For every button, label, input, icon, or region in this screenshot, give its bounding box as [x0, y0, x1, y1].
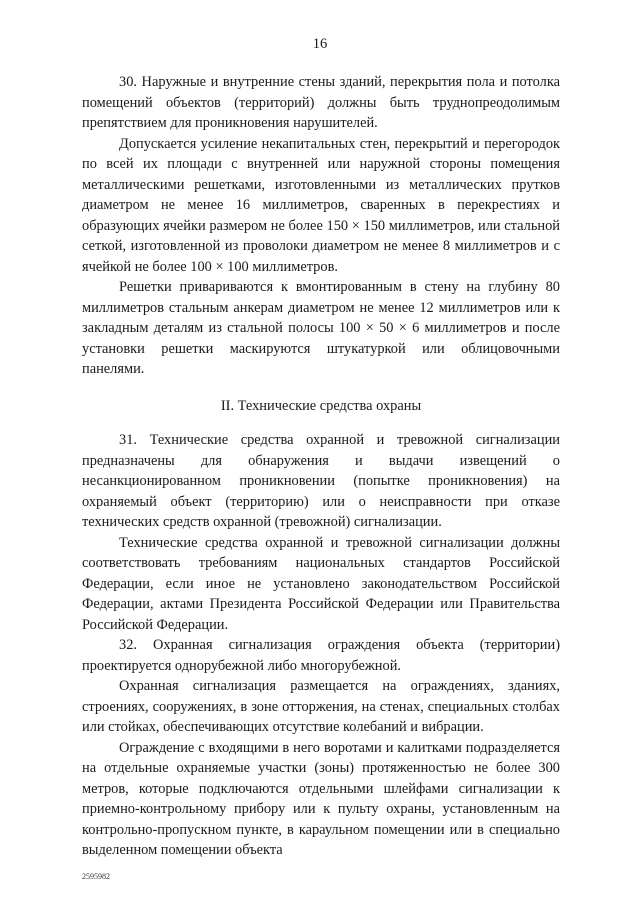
paragraph-grilles: Решетки привариваются к вмонтированным в стену на глубину 80 миллиметров стальным анкерам диаметром не менее 12 миллиметров или к закладным деталям из стальной полосы 100 × 50 × 6 миллиметров и после установки решетки маскируются штукатуркой или облицовочными панелями. — [82, 279, 560, 377]
document-body — [82, 72, 560, 861]
section-heading: II. Технические средства охраны — [220, 397, 422, 414]
paragraph-30: 30. Наружные и внутренние стены зданий, перекрытия пола и потолка помещений объектов (территорий) должны быть труднопреодолимым препятствием для проникновения нарушителей. — [82, 74, 560, 131]
paragraph-31: 31. Технические средства охранной и тревожной сигнализации предназначены для обнаружения и выдачи извещений о несанкционированном проникновении (попытке проникновения) на охраняемый объект (территорию) или о неисправности при отказе технических средств охранной (тревожной) сигнализации. — [82, 432, 560, 530]
paragraph-reinforcement: Допускается усиление некапитальных стен, перекрытий и перегородок по всей их площади с внутренней или наружной стороны помещения металлическими решетками, изготовленными из металлических прутков диаметром не менее 16 миллиметров, сваренных в перекрестиях и образующих ячейки размером не более 150 × 150 миллиметров, или стальной сеткой, изготовленной из проволоки диаметром не менее 8 миллиметров и с ячейкой не более 100 × 100 миллиметров. — [82, 135, 560, 275]
page-number: 16 — [312, 36, 328, 52]
paragraph-standards: Технические средства охранной и тревожной сигнализации должны соответствовать требованиям национальных стандартов Российской Федерации, если иное не установлено законодательством Российской Федерации, актами Президента Российской Федерации или Правительства Российской Федерации. — [82, 534, 560, 633]
paragraph-fence-zones: Ограждение с входящими в него воротами и калитками подразделяется на отдельные охраняемые участки (зоны) протяженностью не более 300 метров, которые подключаются отдельными шлейфами сигнализации к приемно-контрольному прибору или к пульту охраны, установленным на контрольно-пропускном пункте, в караульном помещении или в специально выделенном помещении объекта — [82, 739, 560, 858]
paragraph-placement: Охранная сигнализация размещается на ограждениях, зданиях, строениях, сооружениях, в зоне отторжения, на стенах, специальных столбах или стойках, обеспечивающих отсутствие колебаний и вибрации. — [82, 678, 560, 735]
paragraph-32: 32. Охранная сигнализация ограждения объекта (территории) проектируется однорубежной либо многорубежной. — [82, 637, 560, 674]
document-id: 2595982 — [82, 872, 110, 881]
